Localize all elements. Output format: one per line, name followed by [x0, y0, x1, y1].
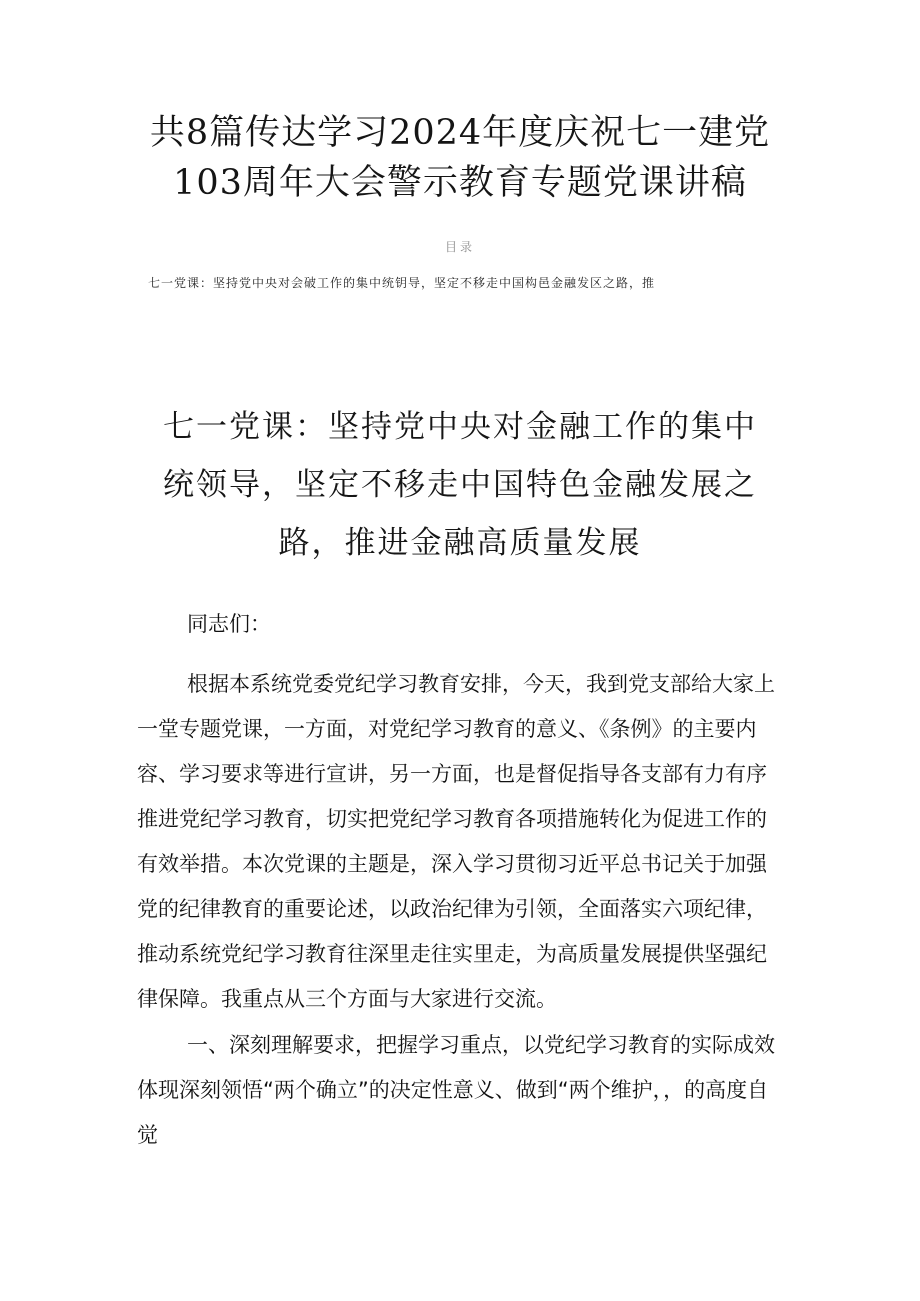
- body-paragraph: 一、深刻理解要求，把握学习重点，以党纪学习教育的实际成效体现深刻领悟“两个确立”的决定性意义、做到“两个维护，，的高度自觉: [137, 1033, 775, 1147]
- section-title-line-2: 统领导，坚定不移走中国特色金融发展之: [163, 467, 757, 503]
- toc-entry[interactable]: 七一党课：坚持党中央对会破工作的集中统钥导，坚定不移走中国构邑金融发区之路，推: [148, 276, 656, 290]
- toc-heading: 目录: [444, 240, 475, 254]
- salutation: 同志们：: [187, 612, 271, 636]
- section-title: [140, 398, 780, 572]
- body-paragraph: 根据本系统党委党纪学习教育安排，今天，我到党支部给大家上一堂专题党课，一方面，对党纪学习教育的意义、《条例》的主要内容、学习要求等进行宣讲，另一方面，也是督促指导各支部有力有序推进党纪学习教育，切实把党纪学习教育各项措施转化为促进工作的有效举措。本次党课的主题是，深入学习贯彻习近平总书记关于加强党的纪律教育的重要论述，以政治纪律为引领，全面落实六项纪律，推动系统党纪学习教育往深里走往实里走，为高质量发展提供坚强纪律保障。我重点从三个方面与大家进行交流。: [137, 672, 775, 1011]
- document-title: [0, 108, 920, 208]
- document-title-line-2: 103周年大会警示教育专题党课讲稿: [173, 163, 747, 203]
- section-title-line-1: 七一党课：坚持党中央对金融工作的集中: [163, 409, 757, 445]
- document-title-line-1: 共8篇传达学习2024年度庆祝七一建党: [149, 113, 771, 153]
- section-title-line-3: 路，推进金融高质量发展: [278, 525, 642, 561]
